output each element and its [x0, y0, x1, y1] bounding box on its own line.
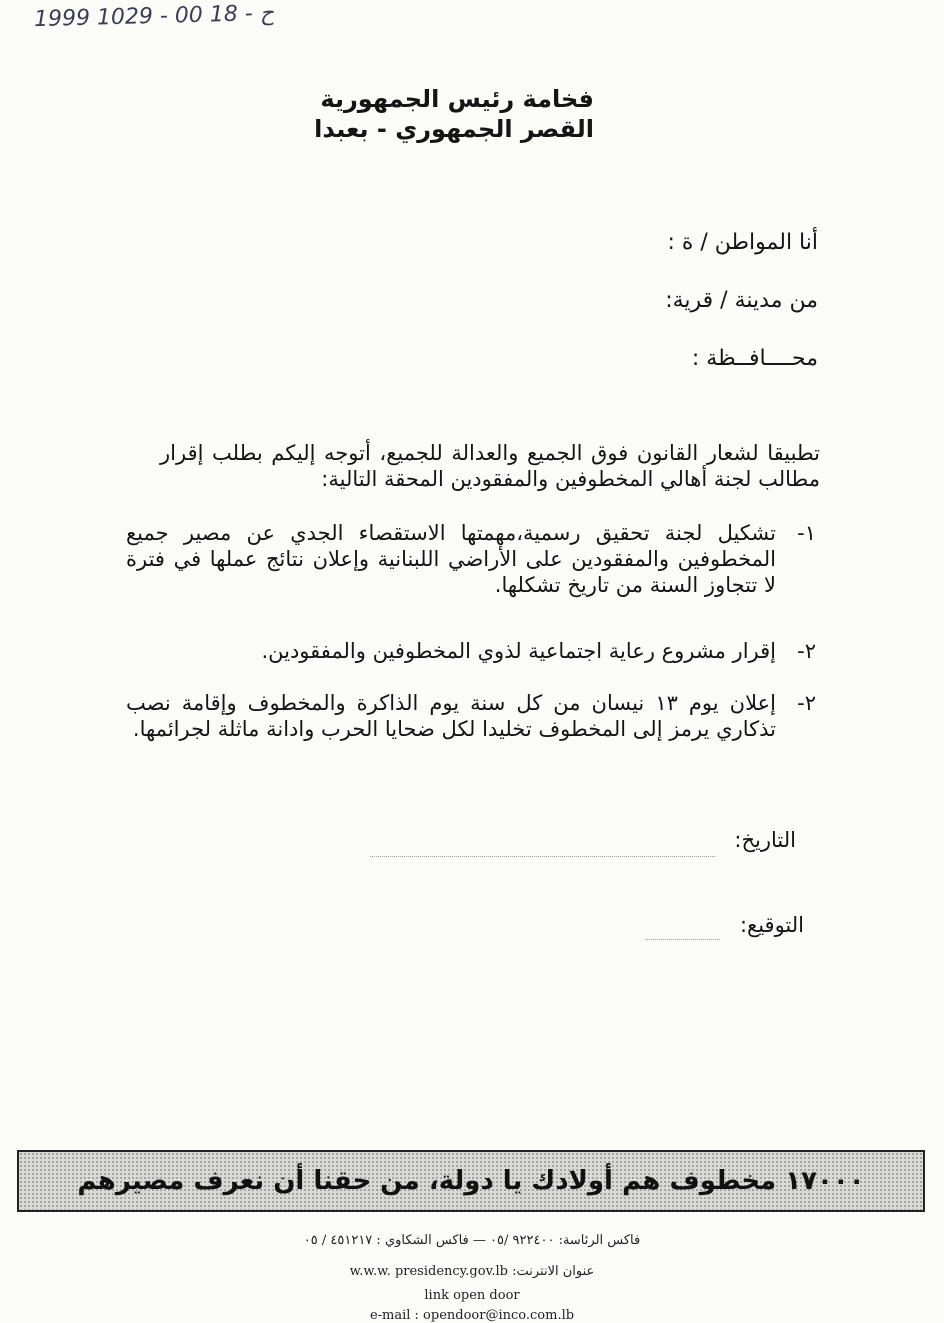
signature-line	[645, 939, 720, 940]
addressee-block	[314, 84, 594, 144]
email-link[interactable]: e-mail : opendoor@inco.com.lb	[369, 1308, 575, 1323]
footer-fax	[0, 1233, 944, 1248]
web-value[interactable]: w.w.w. presidency.gov.lb	[349, 1264, 508, 1279]
demand-number: ١-	[797, 521, 816, 545]
open-door-link[interactable]: link open door	[424, 1288, 520, 1303]
governorate-field: محــــافــظة :	[691, 346, 818, 371]
demand-number: ٢-	[797, 639, 816, 663]
demand-item	[126, 690, 816, 742]
intro-paragraph: تطبيقا لشعار القانون فوق الجميع والعدالة للجميع، أتوجه إليكم بطلب إقرار مطالب لجنة أهالي المخطوفين والمفقودين المحقة التالية:	[160, 441, 820, 491]
web-label: عنوان الانترنت:	[512, 1264, 595, 1279]
fax-line: فاكس الرئاسة: ٩٢٢٤٠٠ /٠٥ — فاكس الشكاوي : ٤٥١٢١٧ / ٠٥	[303, 1233, 641, 1248]
demand-text: تشكيل لجنة تحقيق رسمية،مهمتها الاستقصاء الجدي عن مصير جميع المخطوفين والمفقودين على الأراضي اللبنانية وإعلان نتائج عملها في فترة لا تتجاوز السنة من تاريخ تشكلها.	[126, 521, 776, 597]
slogan-banner	[17, 1150, 925, 1212]
signature-label: التوقيع:	[739, 913, 804, 937]
date-label: التاريخ:	[734, 828, 796, 852]
demand-text: إعلان يوم ١٣ نيسان من كل سنة يوم الذاكرة والمخطوف وإقامة نصب تذكاري يرمز إلى المخطوف تخليدا لكل ضحايا الحرب وادانة ماثلة لجرائمها.	[126, 691, 776, 741]
footer-web	[0, 1264, 944, 1279]
demand-item	[126, 638, 816, 664]
footer-link	[0, 1288, 944, 1303]
citizen-field: أنا المواطن / ة :	[667, 230, 818, 255]
addressee-line-1: فخامة رئيس الجمهورية	[320, 85, 594, 113]
addressee-line-2: القصر الجمهوري - بعبدا	[314, 115, 594, 143]
demand-item	[126, 520, 816, 598]
city-field: من مدينة / قرية:	[665, 288, 818, 313]
banner-text: ١٧٠٠٠ مخطوف هم أولادك يا دولة، من حقنا أن نعرف مصيرهم	[77, 1166, 865, 1196]
handwritten-reference: 1999 1029 - 00 18 - ح	[33, 0, 275, 33]
demand-text: إقرار مشروع رعاية اجتماعية لذوي المخطوفين والمفقودين.	[261, 639, 776, 663]
demand-number: ٢-	[797, 691, 816, 715]
date-line	[370, 856, 715, 857]
footer-email	[0, 1308, 944, 1323]
